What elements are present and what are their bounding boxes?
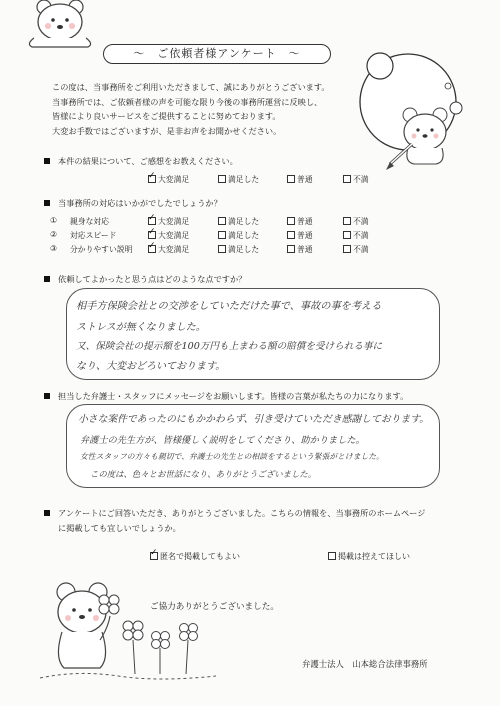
- q5-bullet-icon: [44, 510, 50, 516]
- q2-row3-option-3[interactable]: [287, 244, 313, 255]
- checkbox-icon[interactable]: [218, 245, 226, 253]
- q1-option-4[interactable]: [343, 174, 369, 185]
- checkbox-icon[interactable]: [287, 245, 295, 253]
- q3-answer-line: ストレスが無くなりました。: [76, 322, 206, 333]
- q1-option-1[interactable]: [148, 174, 189, 185]
- checkbox-icon[interactable]: [218, 175, 226, 183]
- option-label: 大変満足: [158, 175, 190, 184]
- q5-line-2: に掲載しても宜しいでしょうか。: [58, 523, 181, 533]
- q3-answer-line: 相手方保険会社との交渉をしていただけた事で、事故の事を考える: [76, 301, 382, 312]
- q1-option-2[interactable]: [218, 174, 259, 185]
- q2-row-label: 対応スピード: [70, 231, 117, 240]
- checkbox-icon[interactable]: [287, 217, 295, 225]
- checkbox-icon[interactable]: [328, 552, 336, 560]
- checkbox-icon[interactable]: [343, 245, 351, 253]
- bear-with-pencil-icon: [352, 52, 472, 174]
- q1-text: 本件の結果について、ご感想をお教えください。: [58, 156, 238, 166]
- q3-answer-line: なり、大変おどろいております。: [76, 361, 226, 372]
- checkbox-checked-icon[interactable]: [150, 552, 158, 560]
- q1-option-3[interactable]: [287, 174, 313, 185]
- intro-line: この度は、当事務所をご利用いただきまして、誠にありがとうございます。: [52, 82, 330, 92]
- q2-bullet-icon: [44, 200, 50, 206]
- bear-mascot-top-icon: [24, 0, 98, 48]
- intro-text: [52, 80, 382, 138]
- intro-line: 皆様により良いサービスをご提供することに努めております。: [52, 111, 281, 122]
- intro-line: 大変お手数ではございますが、是非お声をお聞かせください。: [52, 125, 282, 136]
- option-label: 不満: [353, 175, 369, 184]
- option-label: 普通: [297, 175, 313, 184]
- option-label: 不満: [353, 245, 369, 254]
- option-label: 満足した: [228, 217, 260, 226]
- checkbox-checked-icon[interactable]: [148, 175, 156, 183]
- q4-answer-line: 女性スタッフの方々も親切で、弁護士の先生との相談をするという緊張がとけました。: [80, 452, 384, 461]
- checkbox-icon[interactable]: [343, 175, 351, 183]
- checkbox-icon[interactable]: [287, 175, 295, 183]
- page-title: ～ ご依頼者様アンケート ～: [103, 44, 331, 64]
- option-label: 掲載は控えてほしい: [338, 552, 410, 561]
- checkbox-checked-icon[interactable]: [148, 245, 156, 253]
- q2-row3-option-2[interactable]: [218, 244, 259, 255]
- q2-row-label: 親身な対応: [70, 217, 109, 226]
- thanks-text: ご協力ありがとうございました。: [150, 602, 279, 612]
- q4-answer-line: 弁護士の先生方が、皆様優しく説明をしてくださり、助かりました。: [80, 435, 365, 446]
- option-label: 不満: [353, 231, 369, 240]
- option-label: 大変満足: [158, 217, 190, 226]
- checkbox-icon[interactable]: [218, 217, 226, 225]
- q1-bullet-icon: [44, 158, 50, 164]
- option-label: 普通: [297, 231, 313, 240]
- q2-row2-option-4[interactable]: [343, 230, 369, 241]
- q4-bullet-icon: [44, 393, 50, 399]
- option-label: 普通: [297, 217, 313, 226]
- q4-answer-line: この度は、色々とお世話になり、ありがとうございました。: [90, 469, 317, 479]
- checkbox-icon[interactable]: [343, 217, 351, 225]
- q5-line-1: アンケートにご回答いただき、ありがとうございました。こちらの情報を、当事務所のホームページ: [58, 508, 426, 518]
- q2-row-num: ②: [50, 230, 57, 239]
- option-label: 大変満足: [158, 231, 190, 240]
- option-label: 普通: [297, 245, 313, 254]
- q2-text: 当事務所の対応はいかがでしたでしょうか？: [58, 198, 222, 208]
- q2-row3-option-4[interactable]: [343, 244, 369, 255]
- q2-row3-option-1[interactable]: [148, 244, 189, 255]
- bear-with-clover-icon: [38, 578, 218, 690]
- q2-row1-option-1[interactable]: [148, 216, 189, 227]
- checkbox-checked-icon[interactable]: [148, 231, 156, 239]
- firm-name: 弁護士法人 山本総合法律事務所: [302, 659, 428, 669]
- q2-row1-option-4[interactable]: [343, 216, 369, 227]
- option-label: 満足した: [228, 175, 260, 184]
- q2-row2-option-3[interactable]: [287, 230, 313, 241]
- checkbox-icon[interactable]: [218, 231, 226, 239]
- q2-row2-option-1[interactable]: [148, 230, 189, 241]
- q2-row2-option-2[interactable]: [218, 230, 259, 241]
- checkbox-icon[interactable]: [343, 231, 351, 239]
- option-label: 大変満足: [158, 245, 190, 254]
- intro-line: 当事務所では、ご依頼者様の声を可能な限り今後の事務所運営に反映し、: [52, 96, 323, 107]
- option-label: 満足した: [228, 245, 260, 254]
- checkbox-checked-icon[interactable]: [148, 217, 156, 225]
- q4-answer-line: 小さな案件であったのにもかかわらず、引き受けていただき感謝しております。: [78, 414, 430, 425]
- q2-row1-option-2[interactable]: [218, 216, 259, 227]
- q2-row-num: ①: [50, 216, 57, 225]
- q2-row-num: ③: [50, 244, 57, 253]
- checkbox-icon[interactable]: [287, 231, 295, 239]
- q5-option-decline[interactable]: [328, 551, 410, 562]
- option-label: 匿名で掲載してもよい: [160, 552, 240, 561]
- option-label: 不満: [353, 217, 369, 226]
- q3-bullet-icon: [44, 276, 50, 282]
- q3-answer-line: 又、保険会社の提示額を100万円も上まわる額の賠償を受けられる事に: [76, 341, 383, 352]
- q5-option-anonymous[interactable]: [150, 551, 240, 562]
- q3-text: 依頼してよかったと思う点はどのような点ですか？: [58, 274, 247, 284]
- q4-text: 担当した弁護士・スタッフにメッセージをお願いします。皆様の言葉が私たちの力になります。: [58, 391, 409, 401]
- q2-row-label: 分かりやすい説明: [70, 245, 133, 254]
- q2-row1-option-3[interactable]: [287, 216, 313, 227]
- option-label: 満足した: [228, 231, 260, 240]
